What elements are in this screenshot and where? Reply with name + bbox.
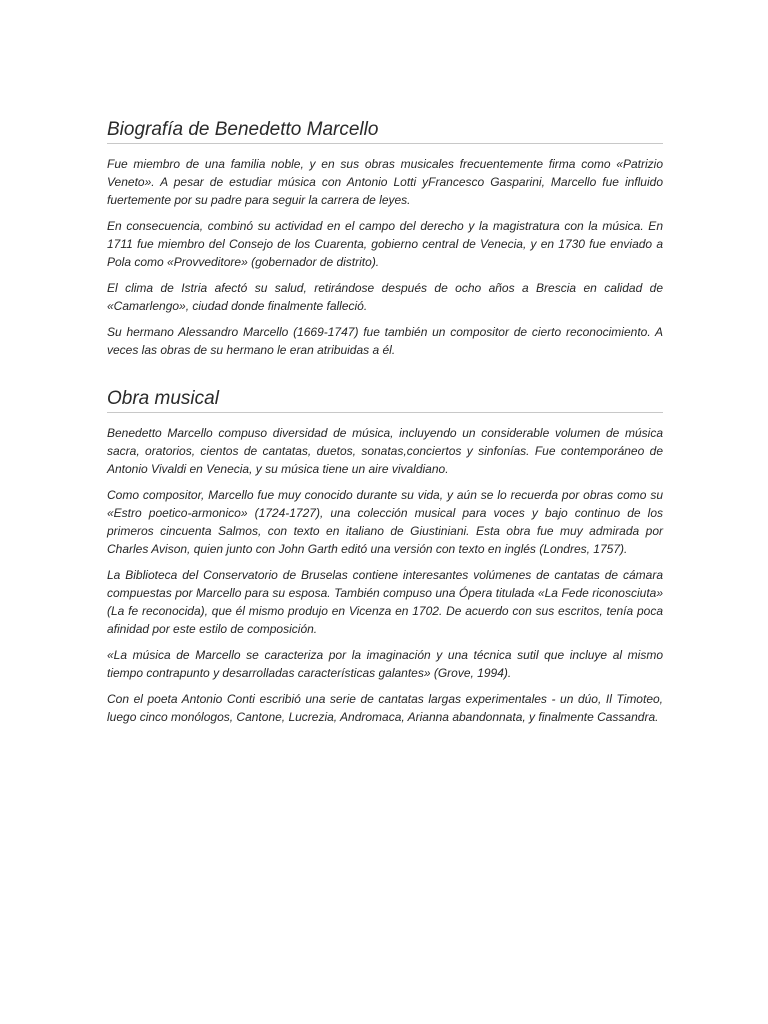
paragraph: «La música de Marcello se caracteriza por la imaginación y una técnica sutil que incluye al mismo tiempo contrapunto y desarrolladas características galantes» (Grove, 1994). xyxy=(107,648,663,680)
paragraph: Con el poeta Antonio Conti escribió una serie de cantatas largas experimentales - un dúo, Il Timoteo, luego cinco monólogos, Cantone, Lucrezia, Andromaca, Arianna abandonnata, y finalmente Cassandra. xyxy=(107,692,663,724)
paragraph: Como compositor, Marcello fue muy conocido durante su vida, y aún se lo recuerda por obras como su «Estro poetico-armonico» (1724-1727), una colección musical para voces y bajo continuo de los primeros cincuenta Salmos, con texto en italiano de Giustiniani. Esta obra fue muy admirada por Charles Avison, quien junto con John Garth editó una versión con texto en inglés (Londres, 1757). xyxy=(107,488,663,556)
paragraph: Benedetto Marcello compuso diversidad de música, incluyendo un considerable volumen de música sacra, oratorios, cientos de cantatas, duetos, sonatas,conciertos y sinfonías. Fue contemporáneo de Antonio Vivaldi en Venecia, y su música tiene un aire vivaldiano. xyxy=(107,426,663,476)
section-title: Biografía de Benedetto Marcello xyxy=(107,118,663,144)
paragraph: En consecuencia, combinó su actividad en el campo del derecho y la magistratura con la música. En 1711 fue miembro del Consejo de los Cuarenta, gobierno central de Venecia, y en 1730 fue enviado a Pola como «Provveditore» (gobernador de distrito). xyxy=(107,219,663,269)
paragraph: El clima de Istria afectó su salud, retirándose después de ocho años a Brescia en calidad de «Camarlengo», ciudad donde finalmente falleció. xyxy=(107,281,663,313)
paragraph: Fue miembro de una familia noble, y en sus obras musicales frecuentemente firma como «Patrizio Veneto». A pesar de estudiar música con Antonio Lotti yFrancesco Gasparini, Marcello fue influido fuertemente por su padre para seguir la carrera de leyes. xyxy=(107,157,663,207)
paragraph: La Biblioteca del Conservatorio de Bruselas contiene interesantes volúmenes de cantatas de cámara compuestas por Marcello para su esposa. También compuso una Ópera titulada «La Fede riconosciuta» (La fe reconocida), que él mismo produjo en Vicenza en 1702. De acuerdo con sus escritos, tenía poca afinidad por este estilo de composición. xyxy=(107,568,663,636)
section-obra-musical xyxy=(107,387,663,726)
section-title: Obra musical xyxy=(107,387,663,413)
section-biografia xyxy=(107,118,663,359)
paragraph: Su hermano Alessandro Marcello (1669-1747) fue también un compositor de cierto reconocimiento. A veces las obras de su hermano le eran atribuidas a él. xyxy=(107,325,663,357)
